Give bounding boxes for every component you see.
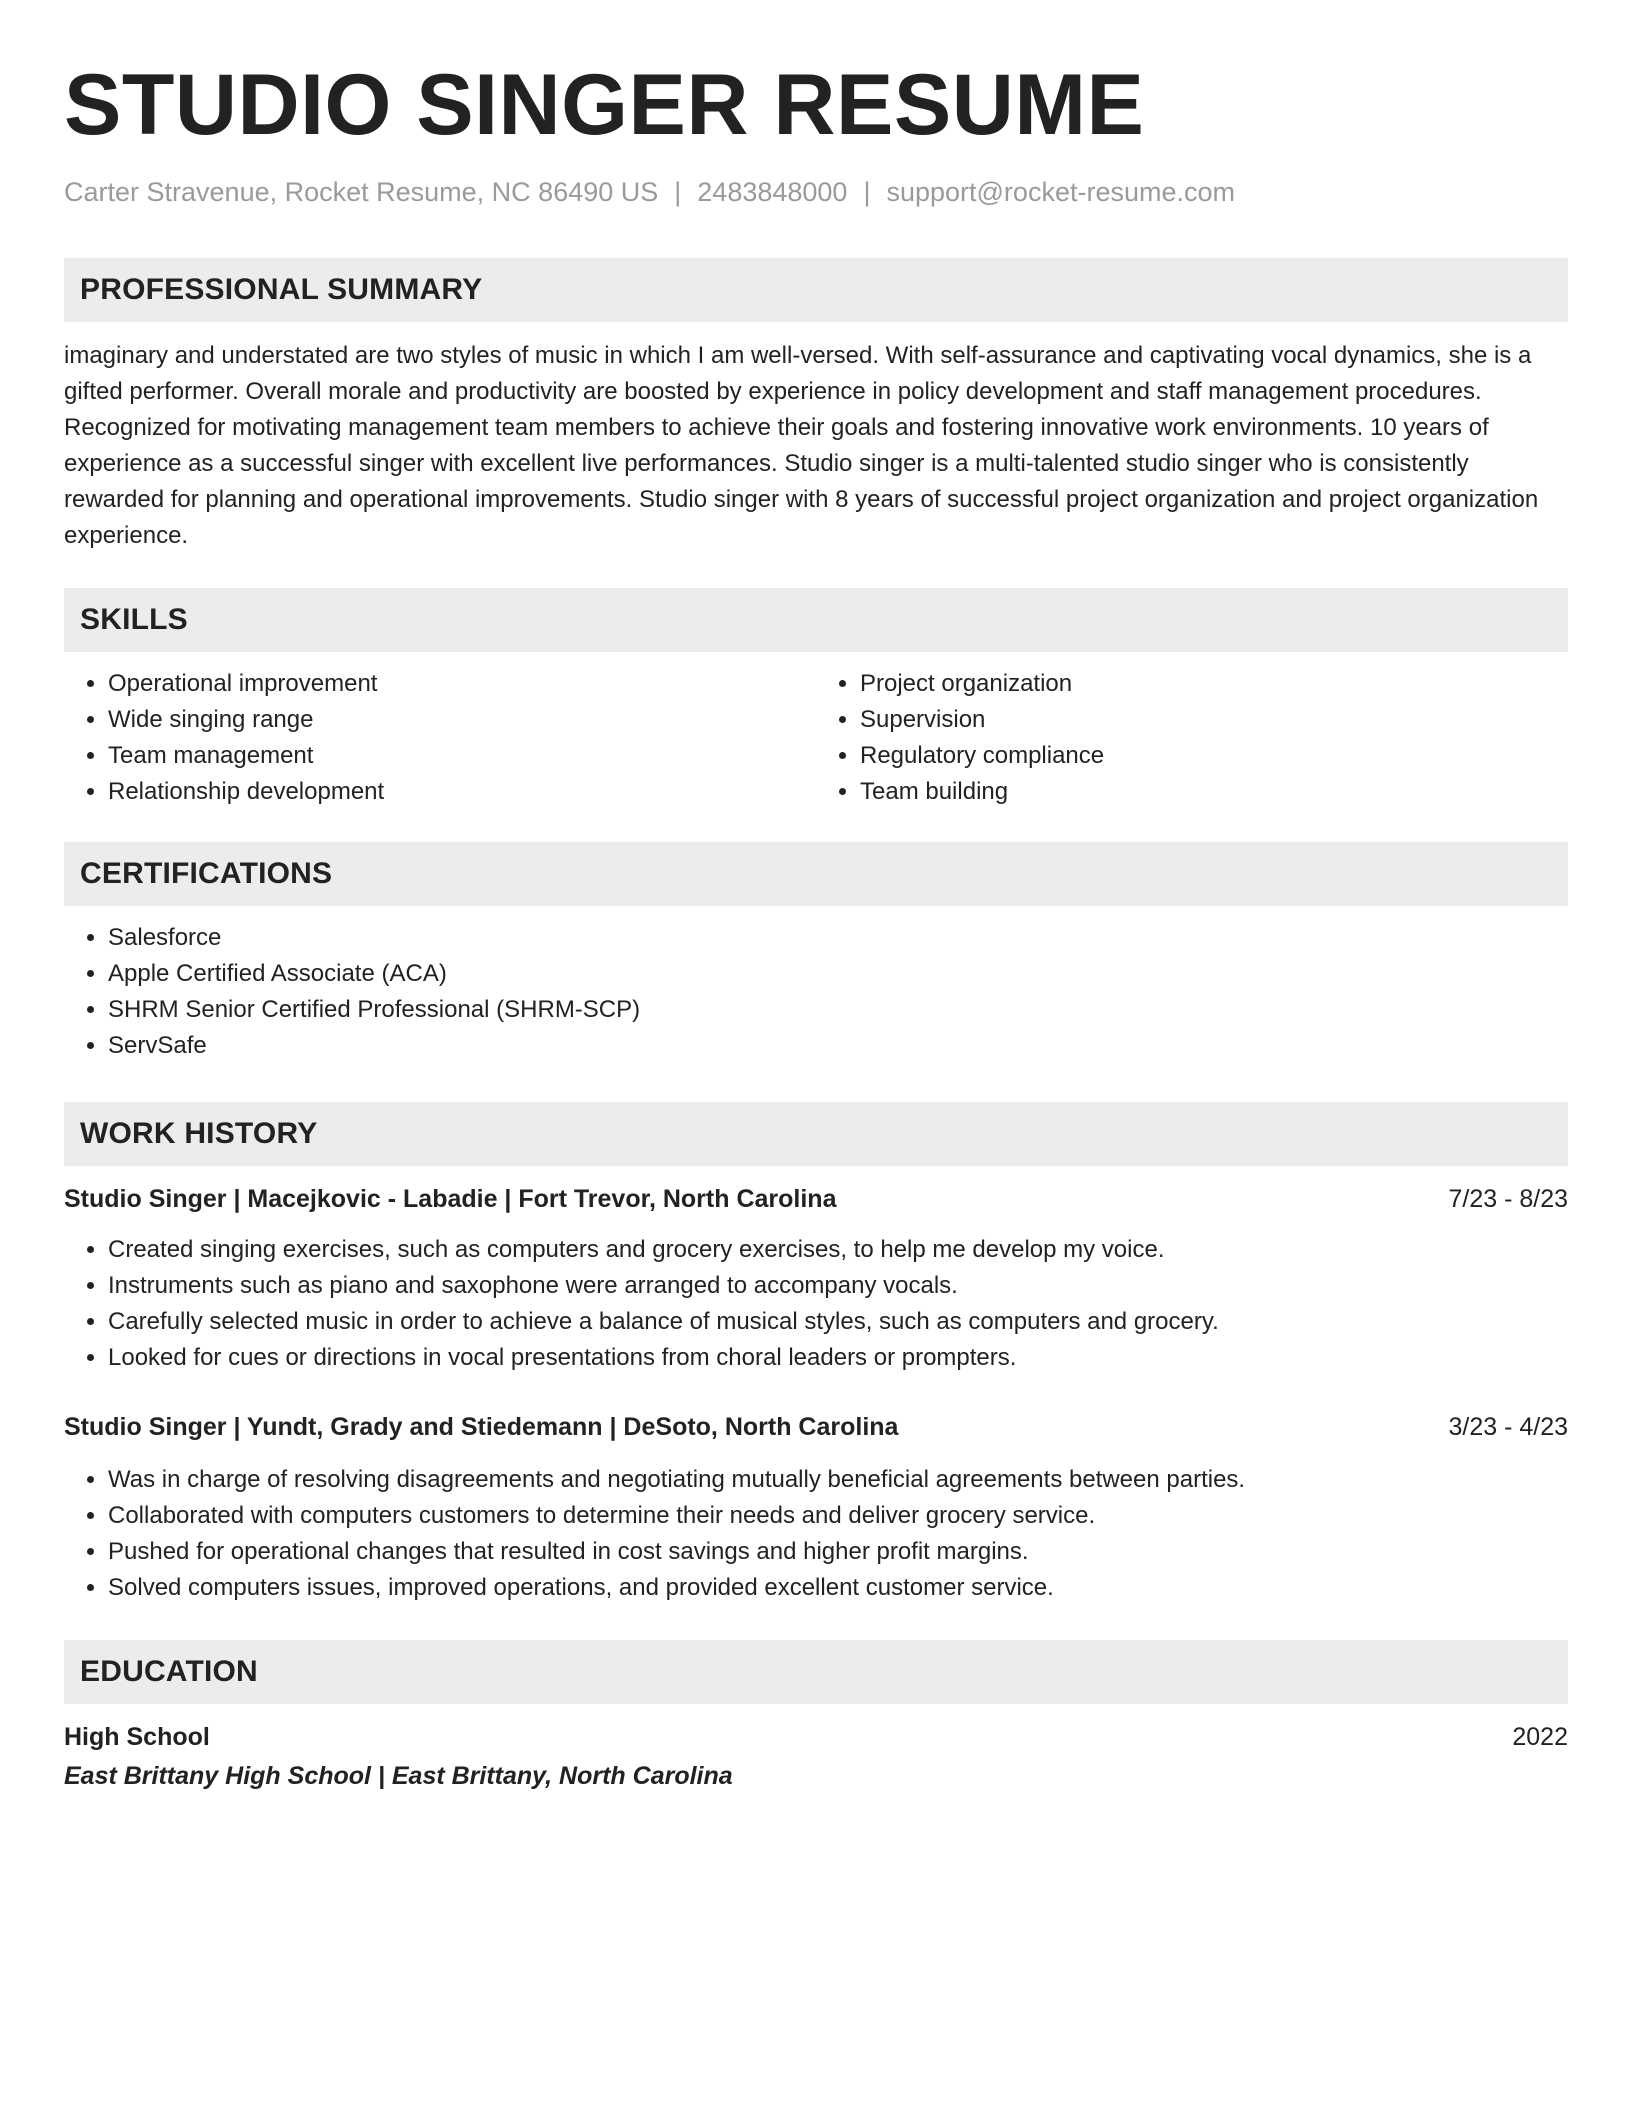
- job-title: Studio Singer | Macejkovic - Labadie | Fort Trevor, North Carolina: [64, 1185, 837, 1214]
- job-title: Studio Singer | Yundt, Grady and Stiedemann | DeSoto, North Carolina: [64, 1413, 899, 1442]
- job-bullet: • Was in charge of resolving disagreements and negotiating mutually beneficial agreements between parties.: [108, 1462, 1568, 1498]
- job-dates: 7/23 - 8/23: [1448, 1185, 1568, 1214]
- job-dates: 3/23 - 4/23: [1448, 1413, 1568, 1442]
- job-bullet: • Looked for cues or directions in vocal presentations from choral leaders or prompters.: [108, 1340, 1568, 1376]
- education-entry: [64, 1720, 1568, 1794]
- contact-separator: |: [863, 177, 871, 207]
- contact-line: [64, 176, 1568, 208]
- education-year: 2022: [1512, 1723, 1568, 1752]
- skill-item: • Team building: [860, 774, 1568, 810]
- summary-heading: PROFESSIONAL SUMMARY: [64, 258, 1568, 322]
- contact-separator: |: [674, 177, 682, 207]
- skill-item: • Operational improvement: [108, 666, 816, 702]
- job-entry: [64, 1182, 1568, 1376]
- certification-item: • Salesforce: [108, 920, 1568, 956]
- job-bullet: • Instruments such as piano and saxophone were arranged to accompany vocals.: [108, 1268, 1568, 1304]
- education-header: [64, 1720, 1568, 1754]
- education-school: East Brittany High School | East Brittany, North Carolina: [64, 1762, 733, 1791]
- skills-list: [64, 666, 1568, 810]
- contact-address: Carter Stravenue, Rocket Resume, NC 86490 US: [64, 177, 659, 207]
- certifications-heading: CERTIFICATIONS: [64, 842, 1568, 906]
- job-bullet: • Solved computers issues, improved operations, and provided excellent customer service.: [108, 1570, 1568, 1606]
- certifications-list: [64, 920, 1568, 1064]
- skill-item: • Supervision: [860, 702, 1568, 738]
- contact-email[interactable]: support@rocket-resume.com: [886, 177, 1235, 207]
- certification-item: • Apple Certified Associate (ACA): [108, 956, 1568, 992]
- job-header: [64, 1182, 1568, 1216]
- job-entry: [64, 1410, 1568, 1606]
- skill-item: • Project organization: [860, 666, 1568, 702]
- skill-item: • Regulatory compliance: [860, 738, 1568, 774]
- contact-phone: 2483848000: [697, 177, 848, 207]
- education-heading: EDUCATION: [64, 1640, 1568, 1704]
- summary-text: imaginary and understated are two styles of music in which I am well-versed. With self-assurance and captivating vocal dynamics, she is a gifted performer. Overall morale and productivity are boosted by experience in policy development and staff management procedures. Recognized for motivating management team members to achieve their goals and fostering innovative work environments. 10 years of experience as a successful singer with excellent live performances. Studio singer is a multi-talented studio singer who is consistently rewarded for planning and operational improvements. Studio singer with 8 years of successful project organization and project organization experience.: [64, 342, 1539, 550]
- skill-item: • Relationship development: [108, 774, 816, 810]
- work-history-heading: WORK HISTORY: [64, 1102, 1568, 1166]
- job-bullets: [64, 1232, 1568, 1376]
- job-bullet: • Collaborated with computers customers to determine their needs and deliver grocery service.: [108, 1498, 1568, 1534]
- job-bullet: • Created singing exercises, such as computers and grocery exercises, to help me develop my voice.: [108, 1232, 1568, 1268]
- skill-item: • Wide singing range: [108, 702, 816, 738]
- job-bullet: • Carefully selected music in order to achieve a balance of musical styles, such as computers and grocery.: [108, 1304, 1568, 1340]
- skills-column-right: [816, 666, 1568, 810]
- certification-item: • SHRM Senior Certified Professional (SHRM-SCP): [108, 992, 1568, 1028]
- job-bullets: [64, 1462, 1568, 1606]
- job-bullet: • Pushed for operational changes that resulted in cost savings and higher profit margins.: [108, 1534, 1568, 1570]
- skills-column-left: [64, 666, 816, 810]
- resume-title: STUDIO SINGER RESUME: [64, 57, 1145, 153]
- job-header: [64, 1410, 1568, 1444]
- skill-item: • Team management: [108, 738, 816, 774]
- certification-item: • ServSafe: [108, 1028, 1568, 1064]
- skills-heading: SKILLS: [64, 588, 1568, 652]
- education-degree: High School: [64, 1723, 210, 1752]
